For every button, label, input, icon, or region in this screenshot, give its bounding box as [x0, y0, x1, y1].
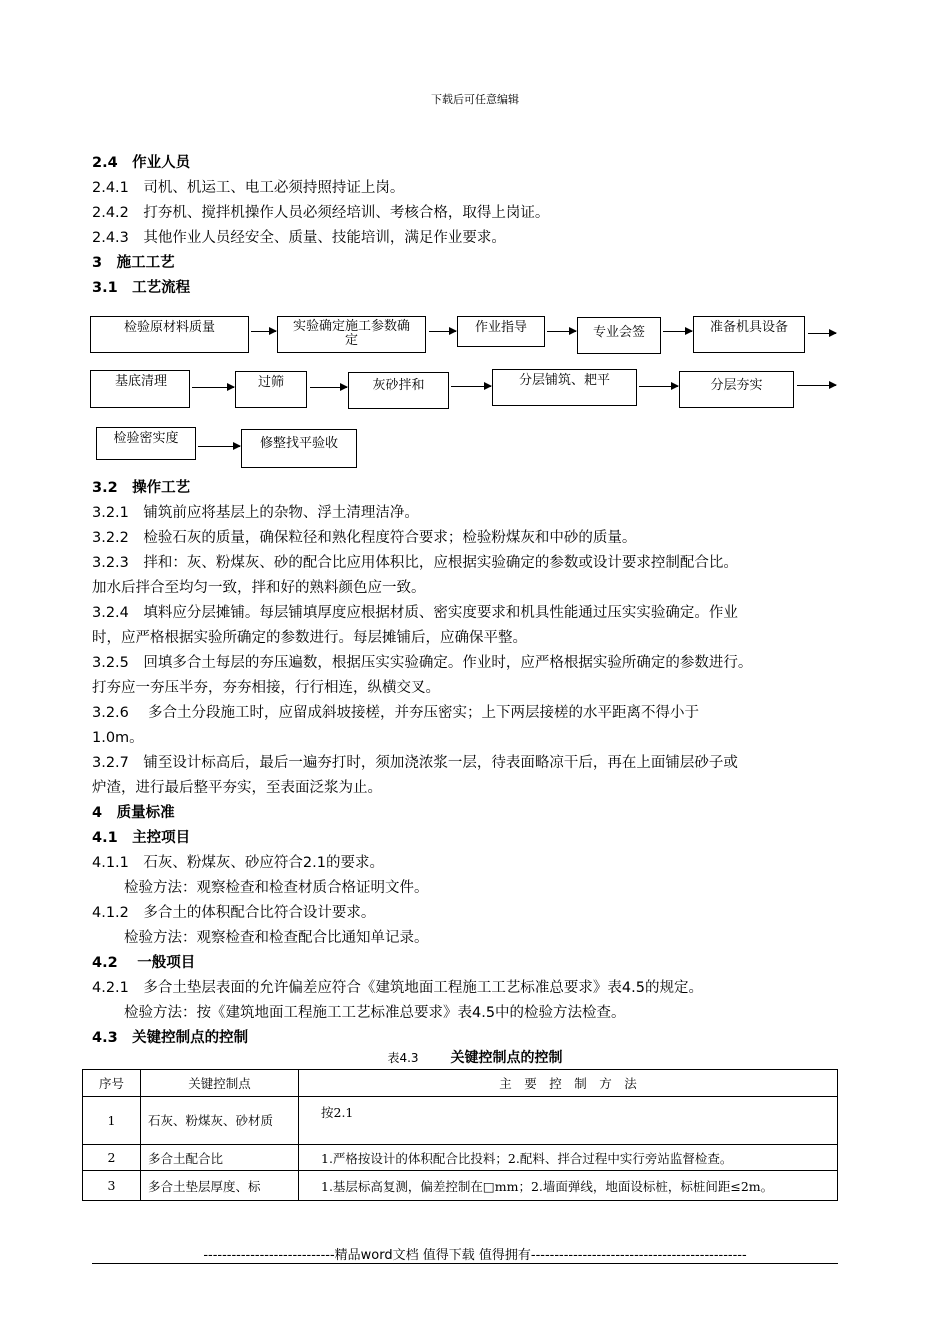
paragraph: 3.2.5 回填多合土每层的夯压遍数，根据压实实验确定。作业时，应严格根据实验所确定的参数进行。: [92, 655, 753, 671]
table-cell: 多合土配合比: [141, 1145, 299, 1171]
table-cell: 1.基层标高复测，偏差控制在□mm；2.墙面弹线，地面设标桩，标桩间距≤2m。: [299, 1171, 838, 1201]
flow-step-box: 基底清理: [90, 370, 190, 408]
table-title: 关键控制点的控制: [450, 1050, 563, 1066]
table-row: [83, 1171, 838, 1201]
flow-step-box: 实验确定施工参数确定: [277, 316, 426, 353]
paragraph: 4.2.1 多合土垫层表面的允许偏差应符合《建筑地面工程施工工艺标准总要求》表4.5的规定。: [92, 980, 703, 996]
paragraph: 检验方法：观察检查和检查配合比通知单记录。: [124, 930, 429, 946]
flow-arrow: [547, 331, 576, 332]
flow-arrow: [797, 385, 836, 386]
table-cell: 按2.1: [299, 1097, 838, 1145]
paragraph: 炉渣，进行最后整平夯实，至表面泛浆为止。: [92, 780, 382, 796]
flow-step-box: 修整找平验收: [241, 429, 357, 468]
paragraph: 1.0m。: [92, 730, 144, 746]
table-cell: 1: [83, 1097, 141, 1145]
flow-step-box: 分层铺筑、耙平: [492, 369, 637, 406]
paragraph: 2.4.3 其他作业人员经安全、质量、技能培训，满足作业要求。: [92, 230, 506, 246]
paragraph: 2.4.1 司机、机运工、电工必须持照持证上岗。: [92, 180, 405, 196]
flow-arrow: [198, 446, 240, 447]
flow-step-box: 检验原材料质量: [90, 316, 249, 353]
table-cell: 1.严格按设计的体积配合比投料；2.配料、拌合过程中实行旁站监督检查。: [299, 1145, 838, 1171]
paragraph: 时，应严格根据实验所确定的参数进行。每层摊铺后，应确保平整。: [92, 630, 527, 646]
table-caption: [0, 1047, 950, 1067]
flow-arrow: [808, 333, 836, 334]
control-points-table: [82, 1069, 838, 1201]
flow-arrow: [310, 387, 347, 388]
flow-step-box: 作业指导: [457, 316, 545, 347]
section-heading: 3.1 工艺流程: [92, 280, 191, 296]
table-cell: 石灰、粉煤灰、砂材质: [141, 1097, 299, 1145]
flow-arrow: [429, 331, 456, 332]
paragraph: 打夯应一夯压半夯，夯夯相接，行行相连，纵横交叉。: [92, 680, 440, 696]
table-cell: 2: [83, 1145, 141, 1171]
section-heading: 4.2 一般项目: [92, 955, 196, 971]
section-heading: 4.1 主控项目: [92, 830, 191, 846]
column-header: 序号: [83, 1070, 141, 1097]
paragraph: 3.2.4 填料应分层摊铺。每层铺填厚度应根据材质、密实度要求和机具性能通过压实实验确定。作业: [92, 605, 738, 621]
table-number: 表4.3: [387, 1051, 419, 1065]
flow-arrow: [192, 387, 234, 388]
page-footer: ----------------------------精品word文档 值得下载 值得拥有----------------------------------------------: [203, 1248, 747, 1263]
paragraph: 4.1.1 石灰、粉煤灰、砂应符合2.1的要求。: [92, 855, 384, 871]
flow-arrow: [251, 331, 276, 332]
flow-step-box: 准备机具设备: [693, 316, 805, 353]
table-header-row: [83, 1070, 838, 1097]
paragraph: 3.2.7 铺至设计标高后，最后一遍夯打时，须加浇浓浆一层，待表面略凉干后，再在上面铺层砂子或: [92, 755, 738, 771]
section-heading: 3 施工工艺: [92, 255, 175, 271]
section-heading: 4.3 关键控制点的控制: [92, 1030, 249, 1046]
flow-step-box: 灰砂拌和: [348, 372, 449, 409]
flow-step-box: 过筛: [235, 371, 307, 408]
flow-arrow: [639, 386, 678, 387]
paragraph: 3.2.3 拌和：灰、粉煤灰、砂的配合比应用体积比，应根据实验确定的参数或设计要求控制配合比。: [92, 555, 738, 571]
table-cell: 多合土垫层厚度、标: [141, 1171, 299, 1201]
paragraph: 4.1.2 多合土的体积配合比符合设计要求。: [92, 905, 376, 921]
section-heading: 2.4 作业人员: [92, 155, 191, 171]
flow-arrow: [663, 331, 692, 332]
table-row: [83, 1097, 838, 1145]
paragraph: 2.4.2 打夯机、搅拌机操作人员必须经培训、考核合格，取得上岗证。: [92, 205, 550, 221]
section-heading: 3.2 操作工艺: [92, 480, 191, 496]
page-header: 下载后可任意编辑: [431, 93, 519, 106]
table-row: [83, 1145, 838, 1171]
flow-arrow: [451, 386, 491, 387]
paragraph: 3.2.1 铺筑前应将基层上的杂物、浮土清理洁净。: [92, 505, 419, 521]
paragraph: 检验方法：按《建筑地面工程施工工艺标准总要求》表4.5中的检验方法检查。: [124, 1005, 626, 1021]
column-header: 关键控制点: [141, 1070, 299, 1097]
flow-step-box: 检验密实度: [96, 427, 196, 460]
table-cell: 3: [83, 1171, 141, 1201]
paragraph: 检验方法：观察检查和检查材质合格证明文件。: [124, 880, 429, 896]
section-heading: 4 质量标准: [92, 805, 175, 821]
column-header: 主 要 控 制 方 法: [299, 1070, 838, 1097]
flow-step-box: 专业会签: [577, 317, 661, 354]
footer-rule: [92, 1263, 838, 1264]
flow-step-box: 分层夯实: [679, 371, 794, 408]
paragraph: 加水后拌合至均匀一致，拌和好的熟料颜色应一致。: [92, 580, 426, 596]
paragraph: 3.2.2 检验石灰的质量，确保粒径和熟化程度符合要求；检验粉煤灰和中砂的质量。: [92, 530, 637, 546]
paragraph: 3.2.6 多合土分段施工时，应留成斜坡接槎，并夯压密实；上下两层接槎的水平距离不得小于: [92, 705, 699, 721]
